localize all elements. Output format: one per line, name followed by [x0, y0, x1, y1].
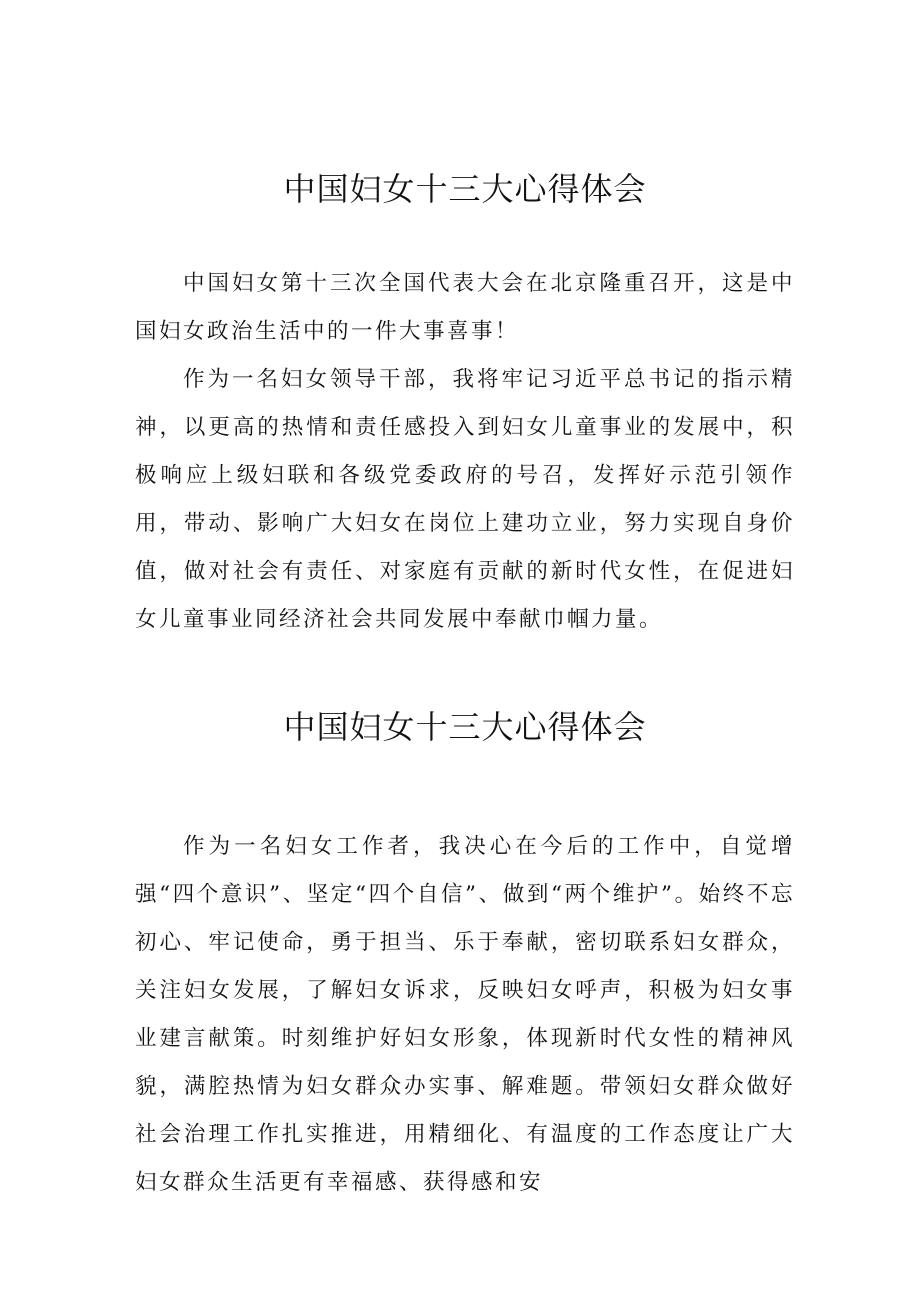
body-paragraph: 作为一名妇女领导干部，我将牢记习近平总书记的指示精神，以更高的热情和责任感投入到妇女儿童事业的发展中，积极响应上级妇联和各级党委政府的号召，发挥好示范引领作用，带动、影响广大妇女在岗位上建功立业，努力实现自身价值，做对社会有责任、对家庭有贡献的新时代女性，在促进妇女儿童事业同经济社会共同发展中奉献巾帼力量。 — [135, 367, 795, 632]
article-body — [135, 260, 795, 644]
article-section-2 — [135, 704, 795, 1207]
body-paragraph: 作为一名妇女工作者，我决心在今后的工作中，自觉增强“四个意识”、坚定“四个自信”、做到“两个维护”。始终不忘初心、牢记使命，勇于担当、乐于奉献，密切联系妇女群众，关注妇女发展，了解妇女诉求，反映妇女呼声，积极为妇女事业建言献策。时刻维护好妇女形象，体现新时代女性的精神风貌，满腔热情为妇女群众办实事、解难题。带领妇女群众做好社会治理工作扎实推进，用精细化、有温度的工作态度让广大妇女群众生活更有幸福感、获得感和安 — [135, 834, 795, 1195]
article-body — [135, 823, 795, 1207]
body-paragraph: 中国妇女第十三次全国代表大会在北京隆重召开，这是中国妇女政治生活中的一件大事喜事！ — [135, 271, 795, 344]
article-section-1 — [135, 166, 795, 644]
article-title: 中国妇女十三大心得体会 — [283, 708, 647, 746]
article-title: 中国妇女十三大心得体会 — [283, 170, 647, 208]
